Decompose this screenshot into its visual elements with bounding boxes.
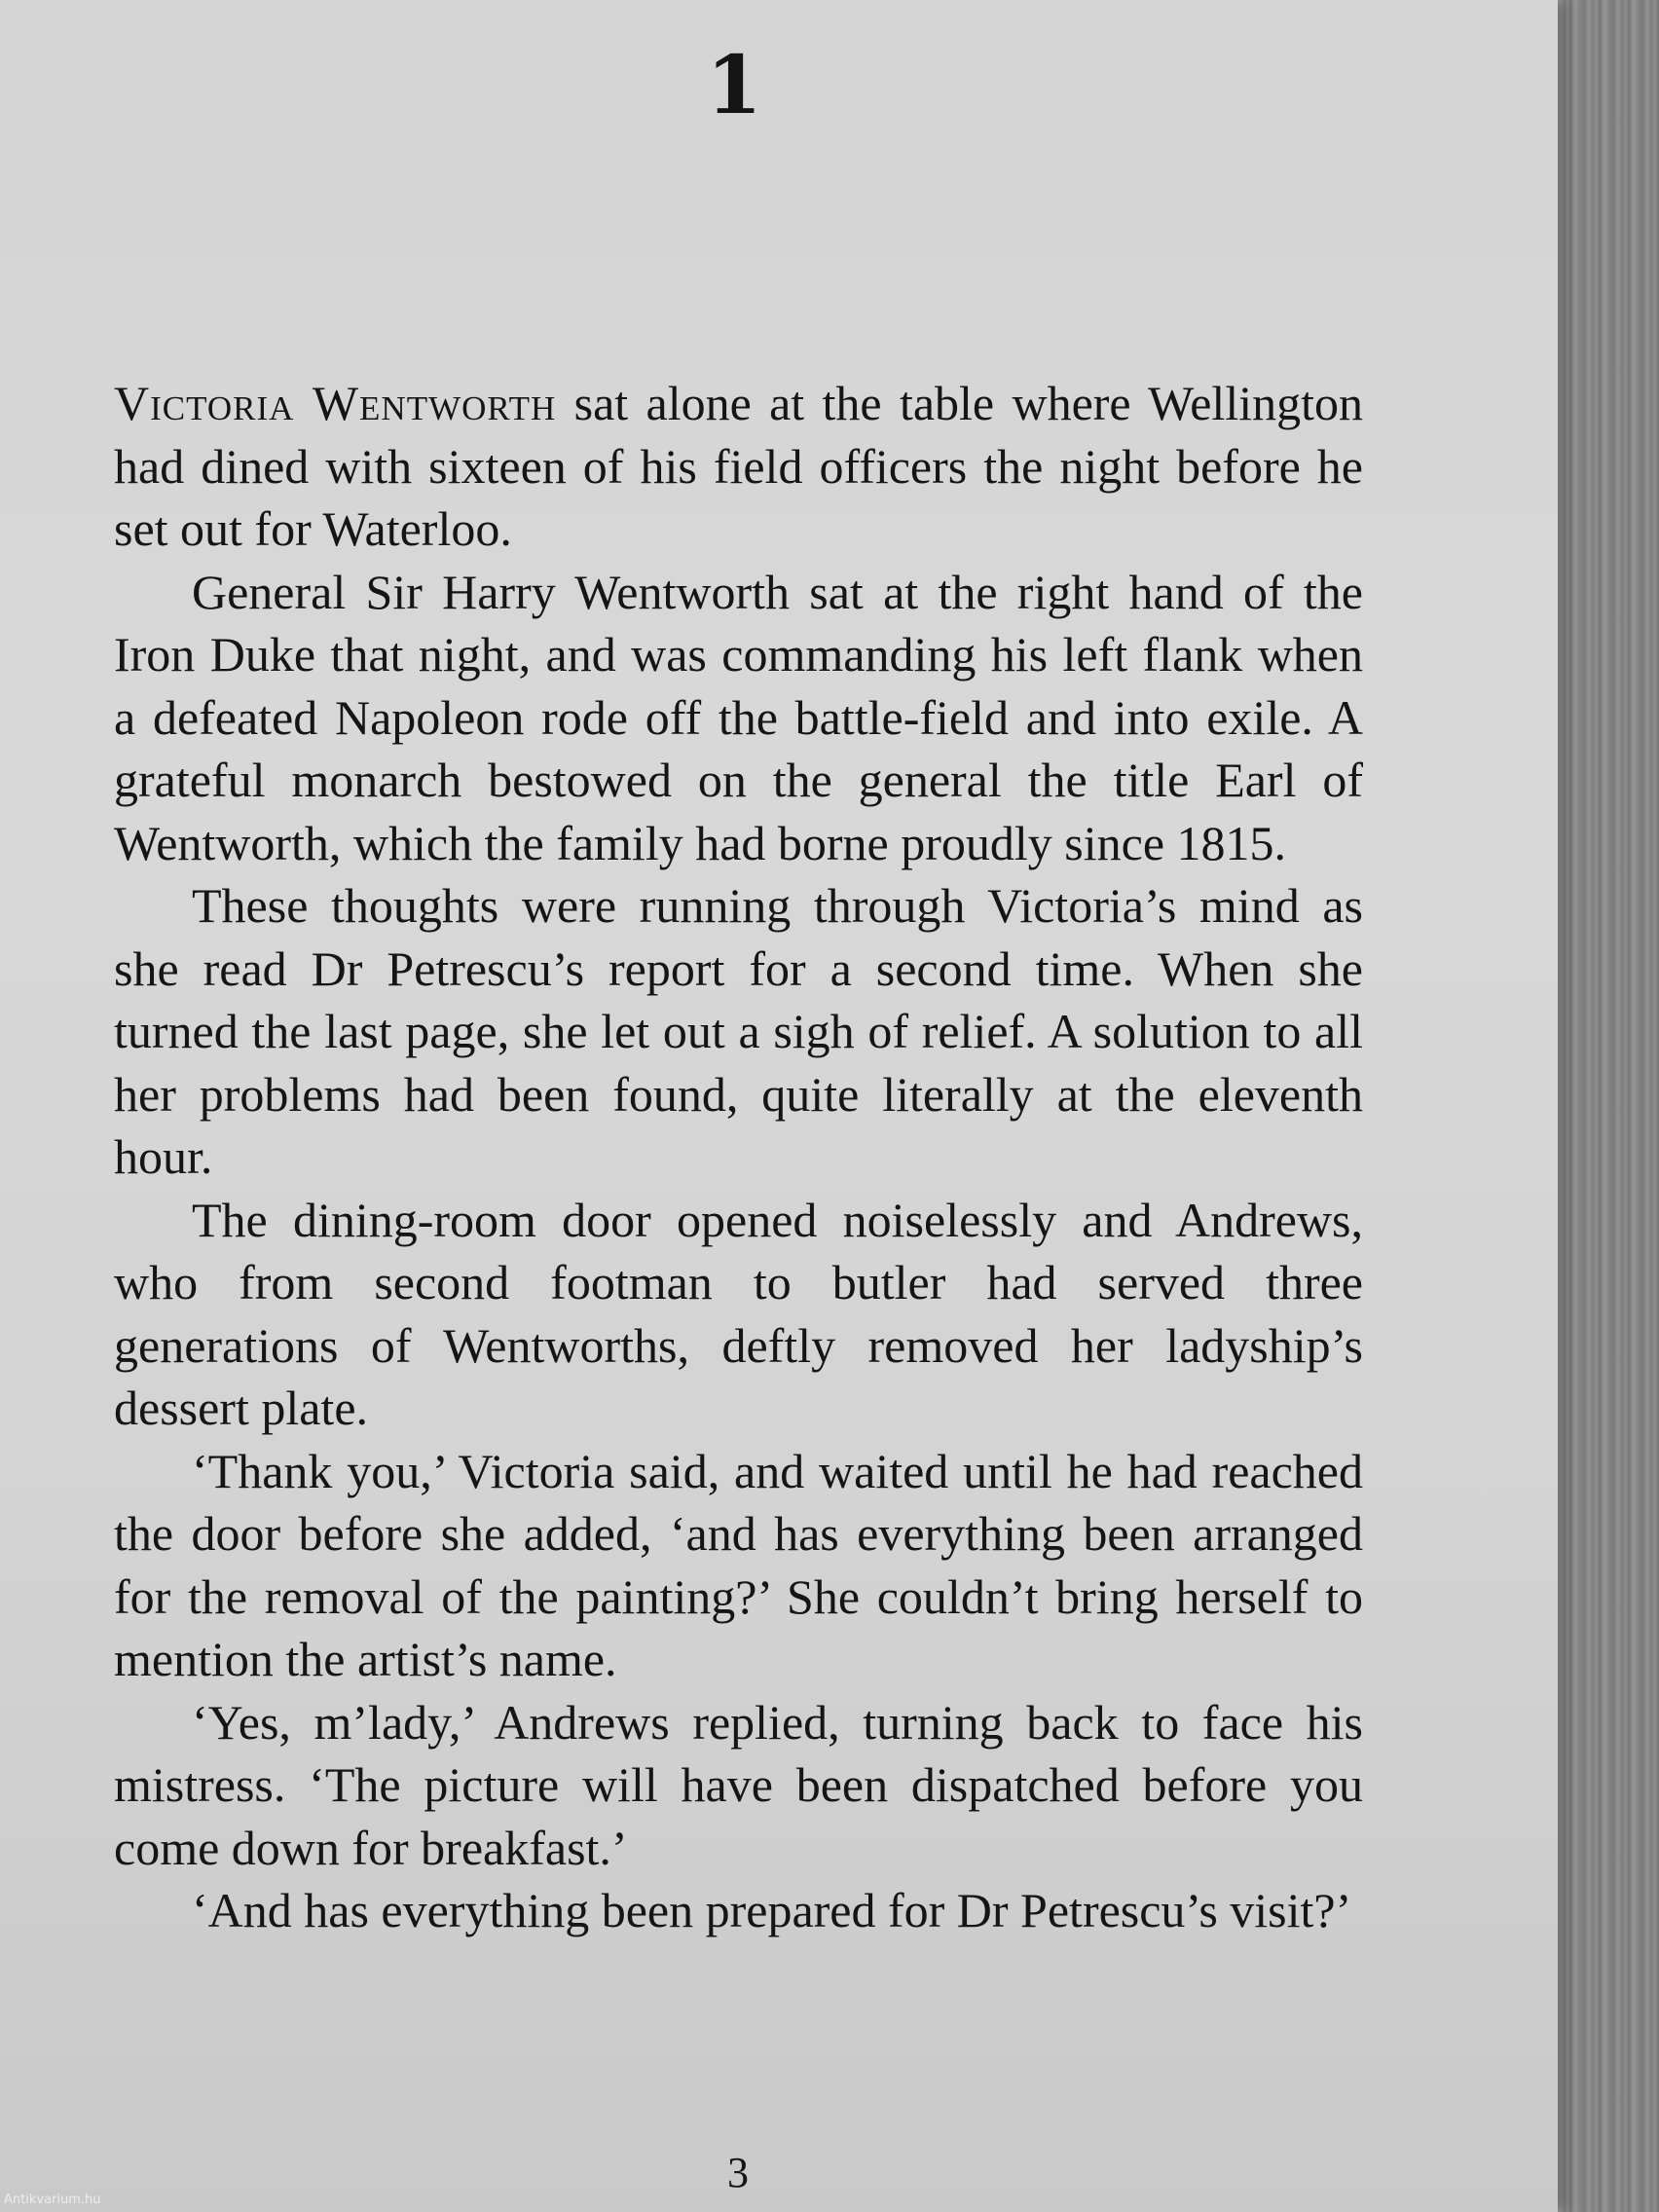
paragraph-4: The dining-room door opened noiselessly and Andrews, who from second footman to butler had served three generations of Wentworths, deftly removed her ladyship’s dessert plate. — [114, 1192, 1363, 1435]
chapter-number: 1 — [706, 39, 762, 132]
watermark-text: Antikvarium.hu — [4, 2193, 101, 2207]
paragraph-1 — [114, 372, 1363, 561]
paragraph-1-text: sat alone at the table where Wellington had dined with sixteen of his field officers the night before he set out for Waterloo. — [114, 376, 1363, 556]
paragraph-2: General Sir Harry Wentworth sat at the right hand of the Iron Duke that night, and was commanding his left flank when a defeated Napoleon rode off the battle-field and into exile. A grateful monarch bestowed on the general the title Earl of Wentworth, which the family had borne proudly since 1815. — [114, 564, 1363, 870]
page-number: 3 — [727, 2149, 749, 2196]
wood-surface — [1564, 0, 1659, 2212]
paragraph-6: ‘Yes, m’lady,’ Andrews replied, turning back to face his mistress. ‘The picture will have been dispatched before you come down for breakfast.’ — [114, 1694, 1363, 1875]
body-text — [114, 372, 1363, 1942]
opening-name: Victoria Wentworth — [114, 376, 557, 430]
paragraph-5: ‘Thank you,’ Victoria said, and waited until he had reached the door before she added, ‘and has everything been arranged for the removal of the painting?’ She couldn’t bring herself to mention the artist’s name. — [114, 1443, 1363, 1686]
paragraph-3: These thoughts were running through Victoria’s mind as she read Dr Petrescu’s report for a second time. When she turned the last page, she let out a sigh of relief. A solution to all her problems had been found, quite literally at the eleventh hour. — [114, 878, 1363, 1184]
paragraph-7: ‘And has everything been prepared for Dr Petrescu’s visit?’ — [192, 1883, 1352, 1937]
